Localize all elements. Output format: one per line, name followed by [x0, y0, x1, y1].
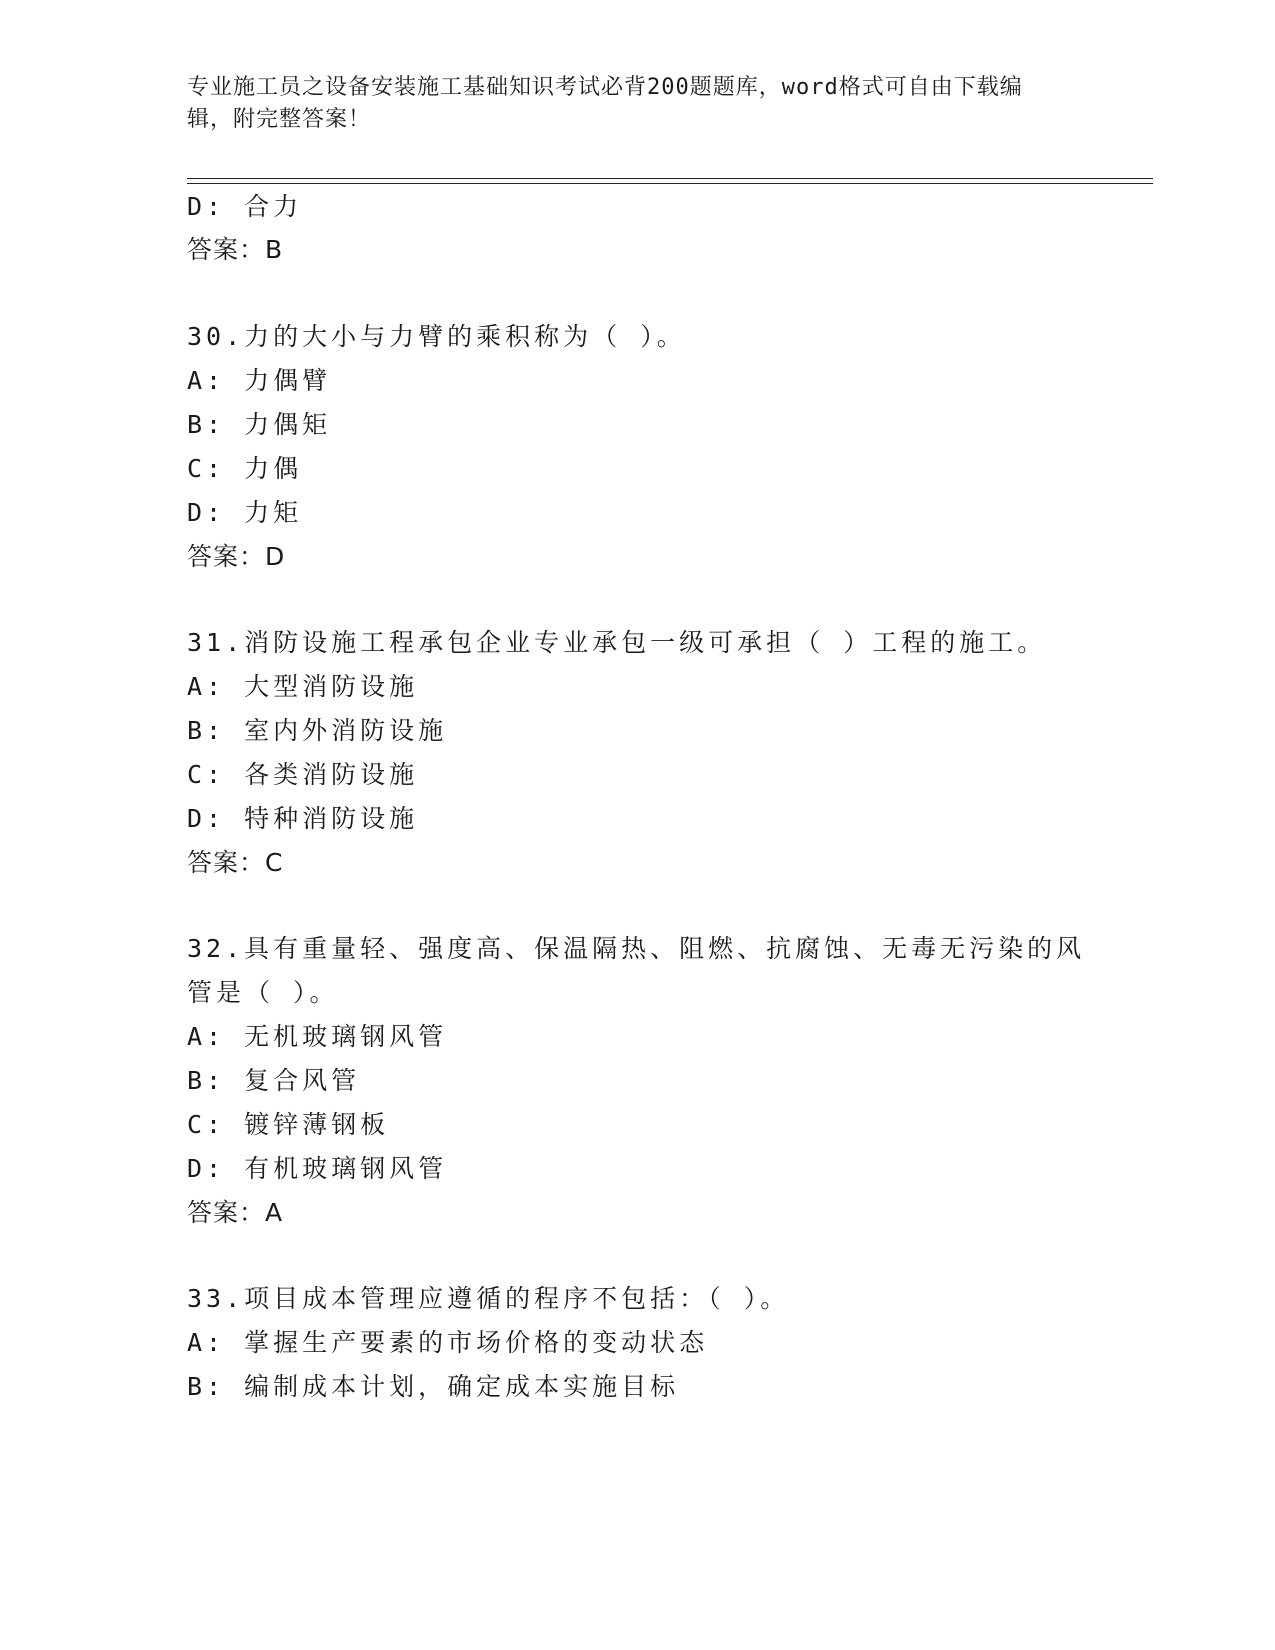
question-31-stem: 31.消防设施工程承包企业专业承包一级可承担（ ）工程的施工。 — [187, 628, 1047, 657]
question-30-option-c: C: 力偶 — [187, 454, 303, 483]
question-30-stem: 30.力的大小与力臂的乘积称为（ ）。 — [187, 322, 686, 351]
prev-option-d: D: 合力 — [187, 192, 303, 221]
question-31-option-a: A: 大型消防设施 — [187, 672, 419, 701]
prev-answer: 答案：B — [187, 235, 284, 264]
question-32-option-a: A: 无机玻璃钢风管 — [187, 1022, 448, 1051]
question-32-option-d: D: 有机玻璃钢风管 — [187, 1154, 448, 1183]
question-31-option-c: C: 各类消防设施 — [187, 760, 419, 789]
question-33-stem: 33.项目成本管理应遵循的程序不包括：（ ）。 — [187, 1284, 790, 1313]
document-header: 专业施工员之设备安装施工基础知识考试必背200题题库，word格式可自由下载编辑，附完整答案！ — [187, 75, 1023, 132]
question-31-option-b: B: 室内外消防设施 — [187, 716, 448, 745]
question-32-stem-line1: 32.具有重量轻、强度高、保温隔热、阻燃、抗腐蚀、无毒无污染的风 — [187, 934, 1086, 963]
question-30-option-d: D: 力矩 — [187, 498, 303, 527]
header-rule-top — [187, 178, 1153, 179]
question-32-option-b: B: 复合风管 — [187, 1066, 361, 1095]
question-30-option-b: B: 力偶矩 — [187, 410, 332, 439]
header-rule-bottom — [187, 183, 1153, 184]
question-32-stem-line2: 管是（ ）。 — [187, 978, 339, 1007]
question-31-option-d: D: 特种消防设施 — [187, 804, 419, 833]
question-33-option-b: B: 编制成本计划，确定成本实施目标 — [187, 1372, 680, 1401]
question-30-answer: 答案：D — [187, 542, 286, 571]
question-33-option-a: A: 掌握生产要素的市场价格的变动状态 — [187, 1328, 709, 1357]
question-32-option-c: C: 镀锌薄钢板 — [187, 1110, 390, 1139]
question-32-answer: 答案：A — [187, 1198, 284, 1227]
question-31-answer: 答案：C — [187, 848, 284, 877]
question-30-option-a: A: 力偶臂 — [187, 366, 332, 395]
